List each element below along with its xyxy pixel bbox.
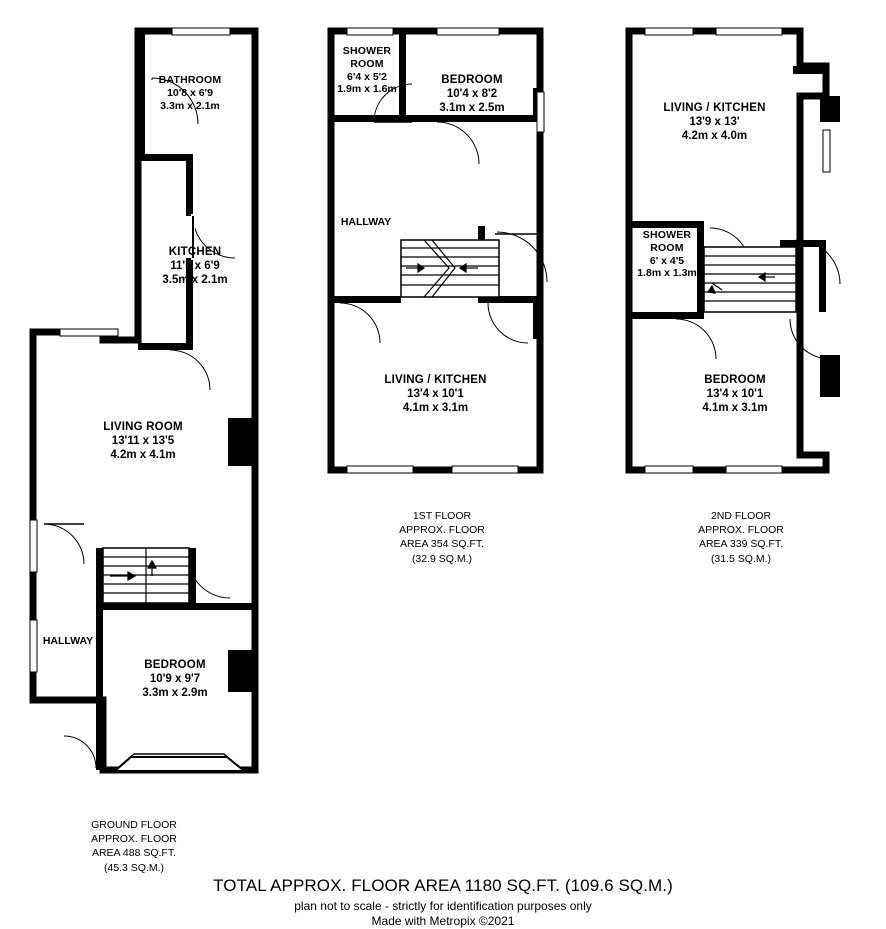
- room-label-bedroom-ground: BEDROOM 10'9 x 9'7 3.3m x 2.9m: [142, 659, 208, 700]
- plan-footer: [0, 876, 886, 928]
- room-label-bedroom-first: BEDROOM 10'4 x 8'2 3.1m x 2.5m: [439, 74, 505, 115]
- room-label-shower-room-first: SHOWER ROOM 6'4 x 5'2 1.9m x 1.6m: [337, 45, 397, 96]
- room-label-bedroom-second: BEDROOM 13'4 x 10'1 4.1m x 3.1m: [702, 374, 768, 415]
- disclaimer-line: plan not to scale - strictly for identification purposes only: [294, 899, 592, 913]
- room-label-living-kitchen-first: LIVING / KITCHEN 13'4 x 10'1 4.1m x 3.1m: [384, 374, 487, 415]
- room-label-hallway-ground: HALLWAY: [42, 635, 94, 647]
- total-area-line: TOTAL APPROX. FLOOR AREA 1180 SQ.FT. (109.6 SQ.M.): [213, 876, 673, 895]
- room-label-hallway-first: HALLWAY: [340, 216, 392, 228]
- room-label-living-room: LIVING ROOM 13'11 x 13'5 4.2m x 4.1m: [103, 421, 183, 462]
- floor-caption-ground: GROUND FLOOR APPROX. FLOOR AREA 488 SQ.FT. (45.3 SQ.M.): [91, 819, 177, 874]
- floor-caption-first: 1ST FLOOR APPROX. FLOOR AREA 354 SQ.FT. (32.9 SQ.M.): [399, 510, 485, 565]
- floor-caption-second: 2ND FLOOR APPROX. FLOOR AREA 339 SQ.FT. (31.5 SQ.M.): [698, 510, 784, 565]
- room-label-bathroom: BATHROOM 10'8 x 6'9 3.3m x 2.1m: [158, 74, 222, 112]
- room-label-shower-room-second: SHOWER ROOM 6' x 4'5 1.8m x 1.3m: [637, 229, 697, 280]
- credit-line: Made with Metropix ©2021: [371, 914, 515, 928]
- room-label-kitchen: KITCHEN 11'5 x 6'9 3.5m x 2.1m: [162, 246, 228, 287]
- room-label-living-kitchen-second: LIVING / KITCHEN 13'9 x 13' 4.2m x 4.0m: [663, 102, 766, 143]
